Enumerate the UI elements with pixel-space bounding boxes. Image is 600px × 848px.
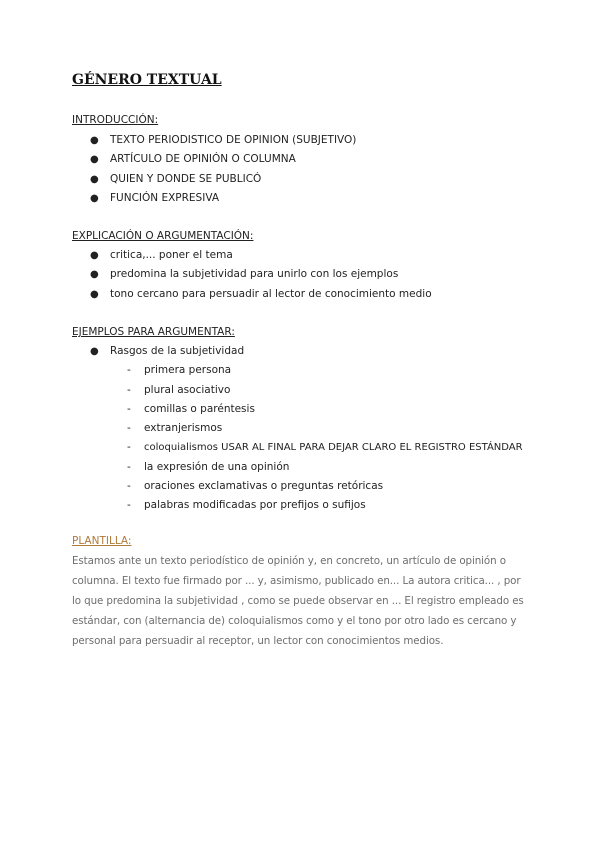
sub-list-item-text: extranjerismos xyxy=(144,422,223,435)
plantilla-paragraph: Estamos ante un texto periodístico de opinión y, en concreto, un artículo de opinión o columna. El texto fue firmado por ... y, asimismo, publicado en... La autora critica... , por lo que predomina la subjetividad , como se puede observar en ... El registro empleado es estándar, con (alternancia de) coloquialismos como y el tono por otro lado es cercano y personal para persuadir al receptor, un lector con conocimientos medios. xyxy=(72,555,524,647)
dash-icon: - xyxy=(127,402,131,415)
bullet-icon: ● xyxy=(90,288,99,300)
dash-icon: - xyxy=(127,499,131,512)
sub-list-item-text: coloquialismos USAR AL FINAL PARA DEJAR CLARO EL REGISTRO ESTÁNDAR xyxy=(144,442,523,454)
list-item-text: TEXTO PERIODISTICO DE OPINION (SUBJETIVO) xyxy=(110,134,357,146)
sub-list-item-text: comillas o paréntesis xyxy=(144,402,255,415)
list-item xyxy=(72,189,356,208)
sub-list-item xyxy=(72,458,523,477)
sub-list-item-text: primera persona xyxy=(144,364,232,377)
section-heading-explicacion: EXPLICACIÓN O ARGUMENTACIÓN: xyxy=(72,230,254,242)
explicacion-list xyxy=(72,246,432,304)
sub-list-item xyxy=(72,400,523,419)
dash-icon: - xyxy=(127,422,131,435)
list-item-text: tono cercano para persuadir al lector de conocimiento medio xyxy=(110,287,432,300)
sub-list-item-text: palabras modificadas por prefijos o sufijos xyxy=(144,499,366,512)
page-title: GÉNERO TEXTUAL xyxy=(72,72,222,88)
list-item-text: QUIEN Y DONDE SE PUBLICÓ xyxy=(110,172,262,185)
sub-list-item xyxy=(72,381,523,400)
bullet-icon: ● xyxy=(90,135,99,146)
bullet-icon: ● xyxy=(90,269,99,281)
section-heading-introduccion: INTRODUCCIÓN: xyxy=(72,114,159,126)
dash-icon: - xyxy=(127,480,131,493)
list-item-text: predomina la subjetividad para unirlo con los ejemplos xyxy=(110,268,399,281)
bullet-icon: ● xyxy=(90,346,99,357)
list-item-text: Rasgos de la subjetividad xyxy=(110,345,245,357)
list-item xyxy=(72,285,432,304)
bullet-icon: ● xyxy=(90,250,99,261)
list-item-text: critica,... poner el tema xyxy=(110,249,233,261)
list-item xyxy=(72,246,432,265)
sub-list-item-text: la expresión de una opinión xyxy=(144,460,290,473)
sub-list-item-text: oraciones exclamativas o preguntas retóricas xyxy=(144,480,384,493)
sub-list-item-text: plural asociativo xyxy=(144,383,231,396)
sub-list-item xyxy=(72,496,523,515)
list-item xyxy=(72,150,356,169)
sub-list-item xyxy=(72,438,523,457)
dash-icon: - xyxy=(127,460,131,473)
list-item xyxy=(72,170,356,189)
sub-list-item xyxy=(72,419,523,438)
ejemplos-list xyxy=(72,342,523,516)
list-item xyxy=(72,265,432,284)
bullet-icon: ● xyxy=(90,192,99,204)
bullet-icon: ● xyxy=(90,173,99,185)
bullet-icon: ● xyxy=(90,154,99,166)
sub-list-item xyxy=(72,477,523,496)
dash-icon: - xyxy=(127,364,131,377)
dash-icon: - xyxy=(127,441,131,454)
section-heading-plantilla: PLANTILLA: xyxy=(72,535,132,547)
list-item xyxy=(72,342,523,361)
list-item xyxy=(72,131,356,150)
list-item-text: ARTÍCULO DE OPINIÓN O COLUMNA xyxy=(110,153,296,166)
dash-icon: - xyxy=(127,383,131,396)
section-heading-ejemplos: EJEMPLOS PARA ARGUMENTAR: xyxy=(72,326,235,338)
list-item-text: FUNCIÓN EXPRESIVA xyxy=(110,191,220,204)
introduccion-list xyxy=(72,131,356,208)
sub-list-item xyxy=(72,361,523,380)
